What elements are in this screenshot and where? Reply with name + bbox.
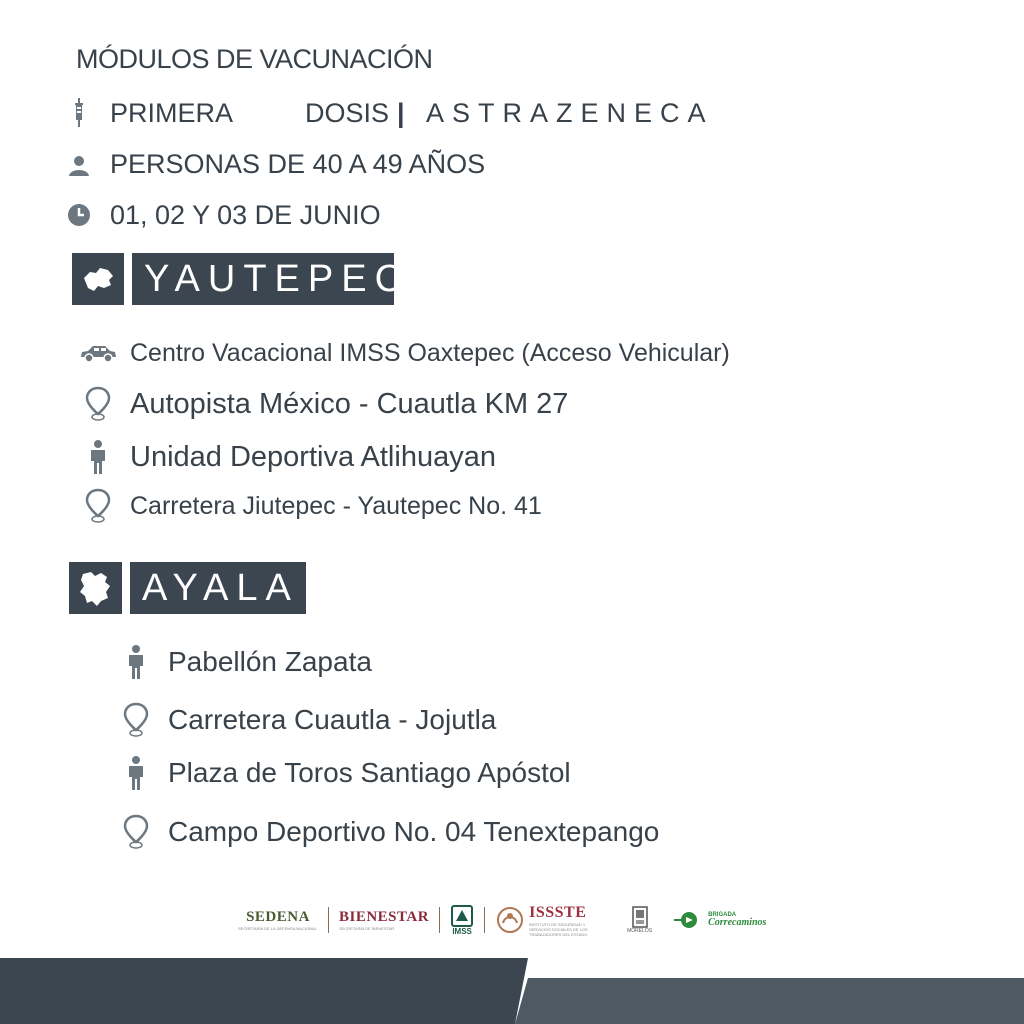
location-text: Centro Vacacional IMSS Oaxtepec (Acceso Vehicular) <box>130 338 730 367</box>
municipality-header-ayala <box>69 562 306 614</box>
person-icon <box>78 437 118 477</box>
morelos-emblem-icon <box>631 906 649 928</box>
location-text: Pabellón Zapata <box>168 646 372 677</box>
location-text: Carretera Cuautla - Jojutla <box>168 704 497 735</box>
dose-label-primera: PRIMERA <box>110 97 234 128</box>
sedena-logo <box>238 909 318 931</box>
vaccine-name: ASTRAZENECA <box>426 97 714 128</box>
clock-icon <box>66 202 92 228</box>
morelos-text: MORELOS <box>627 928 653 934</box>
location-text: Campo Deportivo No. 04 Tenextepango <box>168 816 660 847</box>
issste-text: ISSSTE <box>529 903 587 921</box>
list-item <box>78 486 542 526</box>
morelos-logo <box>627 906 652 934</box>
car-icon <box>78 333 118 373</box>
sedena-subtext: SECRETARÍA DE LA DEFENSA NACIONAL <box>238 926 317 931</box>
divider <box>439 907 440 933</box>
list-item <box>116 812 659 852</box>
dose-separator: | <box>397 97 405 128</box>
location-pin-icon <box>116 812 156 852</box>
list-item <box>78 333 730 373</box>
issste-logo <box>495 904 599 937</box>
sedena-text: SEDENA <box>246 909 310 925</box>
correcaminos-emblem-icon <box>674 910 704 930</box>
dates-text: 01, 02 Y 03 DE JUNIO <box>110 199 381 230</box>
imss-logo <box>450 905 474 936</box>
audience-line <box>0 146 1024 182</box>
dose-label-dosis: DOSIS <box>305 97 390 128</box>
footer-band <box>0 954 1024 1024</box>
municipality-name: YAUTEPEC <box>132 253 394 305</box>
bienestar-text: BIENESTAR <box>339 909 430 925</box>
list-item <box>116 642 372 682</box>
brigada-correcaminos-logo <box>674 910 766 930</box>
bienestar-subtext: SECRETARÍA DE BIENESTAR <box>339 926 395 931</box>
dates-line <box>0 197 1024 233</box>
divider <box>484 907 485 933</box>
list-item <box>116 753 571 793</box>
location-text: Carretera Jiutepec - Yautepec No. 41 <box>130 491 542 520</box>
divider <box>328 907 329 933</box>
list-item <box>116 700 496 740</box>
issste-subtext: INSTITUTO DE SEGURIDAD Y SERVICIOS SOCIALES DE LOS TRABAJADORES DEL ESTADO <box>529 921 588 937</box>
location-pin-icon <box>116 700 156 740</box>
person-icon <box>116 642 156 682</box>
dose-line <box>0 95 1024 131</box>
person-icon <box>116 753 156 793</box>
issste-emblem-icon <box>495 905 525 935</box>
list-item <box>78 384 568 424</box>
location-pin-icon <box>78 486 118 526</box>
correcaminos-text: Correcaminos <box>708 917 767 928</box>
location-text: Unidad Deportiva Atlihuayan <box>130 440 496 473</box>
audience-text: PERSONAS DE 40 A 49 AÑOS <box>110 148 486 179</box>
bienestar-logo <box>339 909 429 931</box>
user-icon <box>66 152 92 178</box>
brigada-text: BRIGADA <box>708 912 737 918</box>
imss-text: IMSS <box>452 926 472 936</box>
yautepec-map-icon <box>72 253 124 305</box>
logos-strip <box>238 896 766 944</box>
page-title: MÓDULOS DE VACUNACIÓN <box>76 44 433 74</box>
imss-emblem-icon <box>450 905 474 927</box>
municipality-name: AYALA <box>130 562 306 614</box>
list-item <box>78 437 496 477</box>
syringe-icon <box>66 100 92 126</box>
location-pin-icon <box>78 384 118 424</box>
ayala-map-icon <box>69 562 122 614</box>
municipality-header-yautepec <box>72 253 411 305</box>
location-text: Plaza de Toros Santiago Apóstol <box>168 757 571 788</box>
location-text: Autopista México - Cuautla KM 27 <box>130 387 569 420</box>
